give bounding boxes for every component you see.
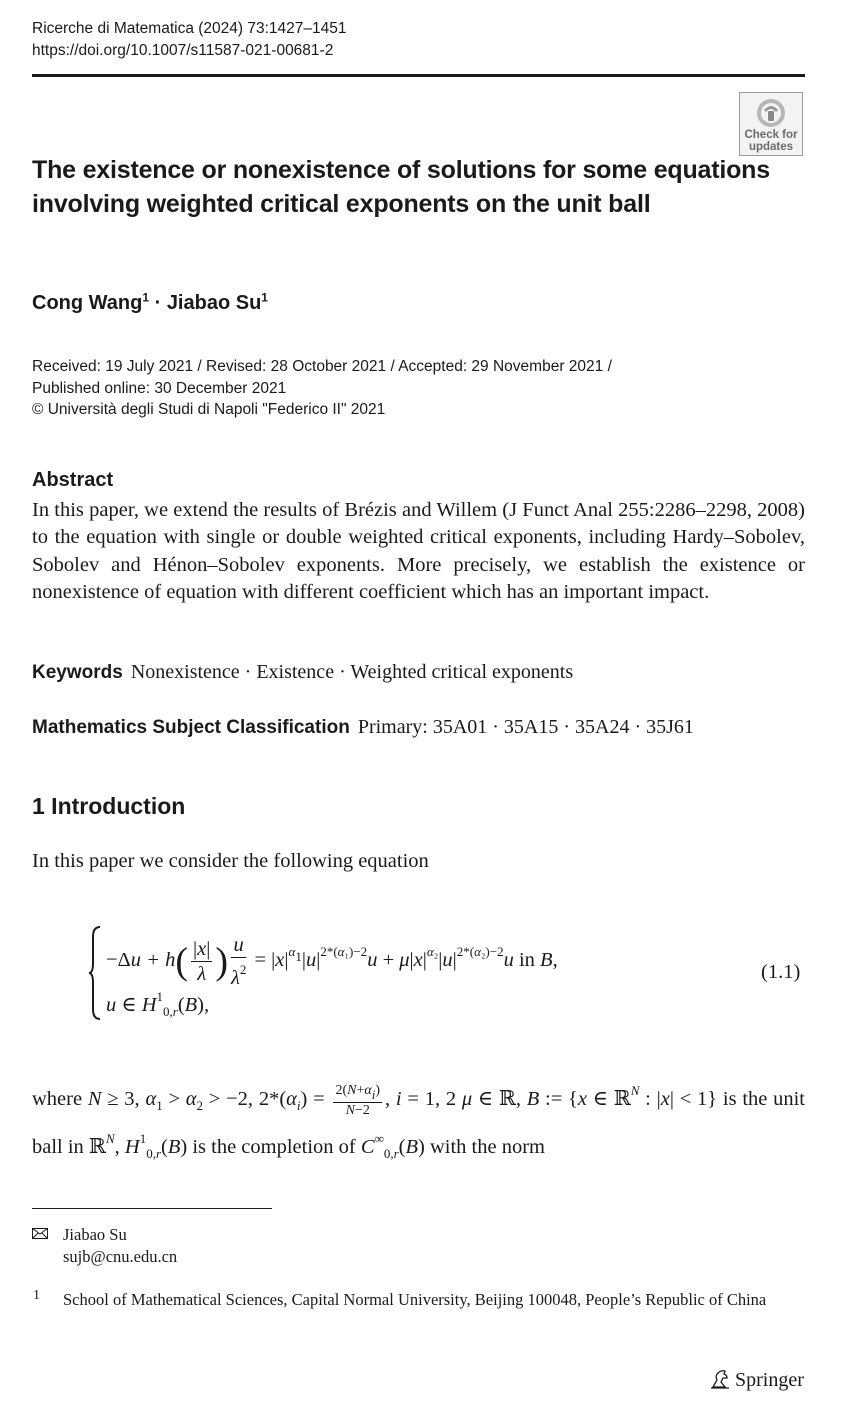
msc-text: Primary: 35A01 · 35A15 · 35A24 · 35J61 [357,716,694,738]
affiliation-mark: 1 [33,1288,40,1303]
corresponding-author [63,1224,177,1268]
check-for-updates-badge[interactable] [739,92,803,156]
equation-1-1 [88,925,808,1025]
journal-header [32,18,347,62]
publisher-name: Springer [735,1369,804,1391]
journal-citation: Ricerche di Matematica (2024) 73:1427–1451 [32,20,347,37]
footnote-rule [32,1208,272,1209]
header-rule [32,74,805,77]
author-1-affiliation: 1 [142,290,150,305]
abstract-heading: Abstract [32,469,114,491]
equation-explanation: where N ≥ 3, $\alpha_1 > \alpha_2 > -2$, $2*(\alpha_i)$ = $\frac{2(N+\alpha_i)}{N-2}$ , i = 1, 2 μ ∈ ℝ, B := {x ∈ ℝ$^N$ : |x| < 1} is the unit ball in ℝ$^N$, $H^1_{0,r}(B)$ is the completion of $C^\infty_{0,r}(B)$ with the norm [32,1082,806,1161]
publication-dates [32,356,612,421]
intro-lead-text: In this paper we consider the following equation [32,850,429,872]
envelope-icon [32,1228,48,1239]
springer-horse-icon [709,1368,731,1390]
equation-number: (1.1) [761,961,801,983]
doi-link[interactable]: https://doi.org/10.1007/s11587-021-00681-2 [32,42,334,59]
msc-label: Mathematics Subject Classification [32,717,350,738]
corresponding-author-email[interactable]: sujb@cnu.edu.cn [63,1247,178,1266]
author-1: Cong Wang [32,292,143,314]
affiliation-text: School of Mathematical Sciences, Capital Normal University, Beijing 100048, People’s Republic of China [63,1290,767,1309]
abstract-text: In this paper, we extend the results of Brézis and Willem (J Funct Anal 255:2286–2298, 2008) to the equation with single or double weighted critical exponents, including Hardy–Sobolev, Sobolev and Hénon–Sobolev exponents. More precisely, we establish the existence or nonexistence of equation with different coefficient which has an important impact. [32,499,805,603]
keywords [32,661,573,684]
author-list [32,292,268,315]
section-heading-introduction: 1 Introduction [32,793,186,819]
msc-classification [32,716,694,739]
keywords-text: Nonexistence · Existence · Weighted critical exponents [130,661,574,683]
author-2: Jiabao Su [166,292,262,314]
badge-line1: Check for [744,129,798,141]
dates-line-2: Published online: 30 December 2021 [32,379,287,397]
paper-title: The existence or nonexistence of solutions for some equations involving weighted critical exponents on the unit ball [32,156,770,218]
keywords-label: Keywords [32,662,123,683]
badge-line2: updates [748,141,794,153]
dates-line-1: Received: 19 July 2021 / Revised: 28 October 2021 / Accepted: 29 November 2021 / [32,358,612,375]
author-2-affiliation: 1 [261,290,268,305]
equation-line-2: u ∈ $H^1_{0,r}(B)$, [106,989,210,1019]
badge-text [740,129,802,153]
copyright-line: © Università degli Studi di Napoli "Federico II" 2021 [32,401,386,418]
equation-line-1: −Δu + h( $\frac{|x|}{\lambda}$ ) $\frac{u}{\lambda^2}$ = $|x|^{\alpha_1}|u|^{2*(\alpha_1)-2}u + \mu|x|^{\alpha_2}|u|^{2*(\alpha_2)-2}u$ in B, [106,934,558,989]
left-brace [88,925,102,1021]
check-updates-icon [755,97,787,129]
corresponding-author-name: Jiabao Su [63,1225,127,1244]
publisher-logo [709,1368,804,1392]
author-separator: · [149,292,167,314]
